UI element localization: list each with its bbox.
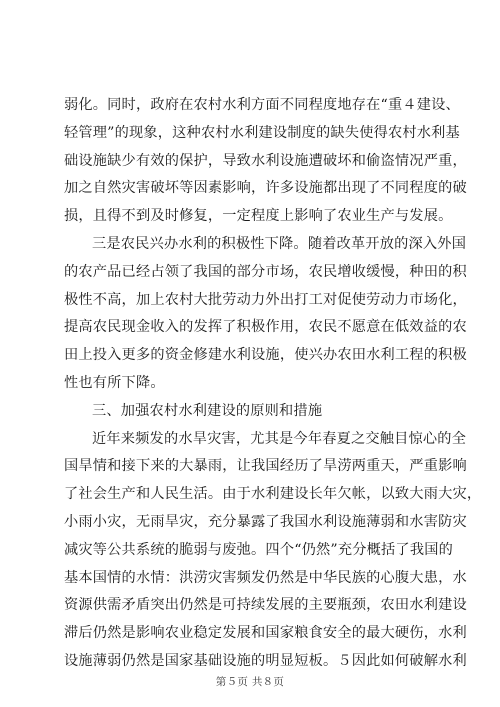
text-line: 设施薄弱仍然是国家基础设施的明显短板。５因此如何破解水利 [64, 652, 467, 669]
text-line: 减灾等公共系统的脆弱与废弛。四个“仍然”充分概括了我国的 [64, 541, 453, 558]
text-line: 滞后仍然是影响农业稳定发展和国家粮食安全的最大硬伤，水利 [64, 625, 467, 642]
text-line: 近年来频发的水旱灾害，尤其是今年春夏之交触目惊心的全 [92, 430, 467, 447]
text-line: 础设施缺少有效的保护，导致水利设施遭破坏和偷盗情况严重， [64, 152, 467, 169]
text-line: 了社会生产和人民生活。由于水利建设长年欠帐，以致大雨大灾， [64, 486, 482, 503]
text-line: 的农产品已经占领了我国的部分市场，农民增收缓慢，种田的积 [64, 263, 467, 280]
text-line: 资源供需矛盾突出仍然是可持续发展的主要瓶颈，农田水利建设 [64, 597, 467, 614]
text-line: 国旱情和接下来的大暴雨，让我国经历了旱涝两重天，严重影响 [64, 458, 467, 475]
document-body [64, 92, 482, 676]
text-line: 三、加强农村水利建设的原则和措施 [92, 402, 323, 419]
page-footer: 第５页 共８页 [215, 676, 285, 688]
text-line: 小雨小灾，无雨旱灾，充分暴露了我国水利设施薄弱和水害防灾 [64, 513, 467, 530]
text-line: 三是农民兴办水利的积极性下降。随着改革开放的深入外国 [92, 235, 467, 252]
text-line: 基本国情的水情：洪涝灾害频发仍然是中华民族的心腹大患，水 [64, 569, 467, 586]
text-line: 田上投入更多的资金修建水利设施，使兴办农田水利工程的积极 [64, 347, 467, 364]
text-line: 加之自然灾害破坏等因素影响，许多设施都出现了不同程度的破 [64, 180, 467, 197]
text-line: 极性不高，加上农村大批劳动力外出打工对促使劳动力市场化， [64, 291, 467, 308]
text-line: 性也有所下降。 [64, 374, 165, 391]
text-line: 弱化。同时，政府在农村水利方面不同程度地存在“重４建设、 [64, 97, 460, 113]
text-line: 损，且得不到及时修复，一定程度上影响了农业生产与发展。 [64, 208, 453, 225]
text-line: 提高农民现金收入的发挥了积极作用，农民不愿意在低效益的农 [64, 319, 467, 336]
text-line: 轻管理”的现象，这种农村水利建设制度的缺失使得农村水利基 [64, 124, 460, 141]
